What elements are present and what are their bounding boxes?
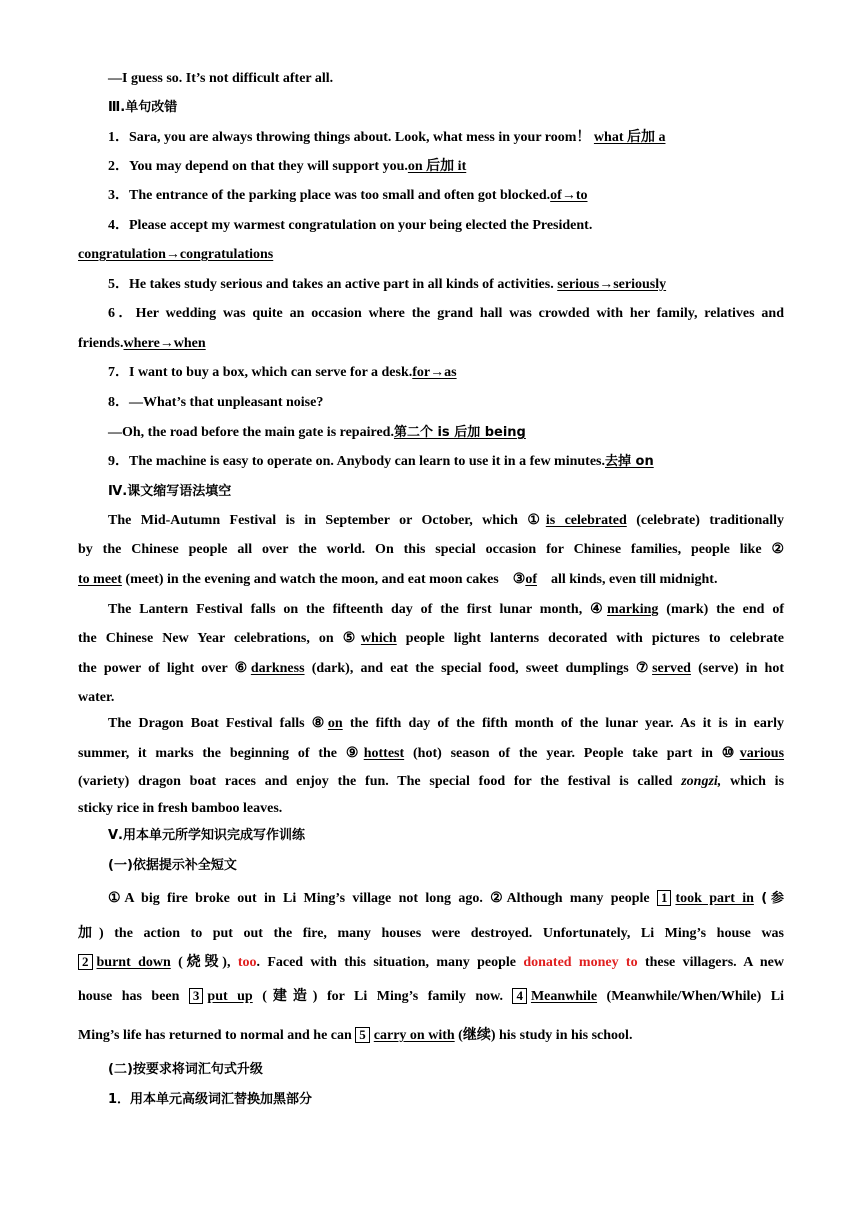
writing-line: 加) the action to put out the fire, many houses were destroyed. Unfortunately, Li Ming’s house was xyxy=(78,926,784,941)
subsection-heading-2: (二)按要求将词汇句式升级 xyxy=(108,1062,263,1077)
passage-line: summer, it marks the beginning of the ⑨hottest (hot) season of the year. People take part in ⑩various xyxy=(78,746,785,761)
correction-item-7: 7．I want to buy a box, which can serve for a desk.for→as xyxy=(108,365,457,380)
passage-line: the power of light over ⑥darkness (dark), and eat the special food, sweet dumplings ⑦served (serve) in hot xyxy=(78,661,784,676)
subsection-heading-1: (一)依据提示补全短文 xyxy=(108,858,237,873)
blank-answer: Meanwhile xyxy=(530,989,598,1004)
blank-number-box: 3 xyxy=(189,988,204,1004)
blank-number-box: 1 xyxy=(657,890,672,906)
blank-answer: is celebrated xyxy=(545,513,627,528)
passage-line: by the Chinese people all over the world. On this special occasion for Chinese families, people like ② xyxy=(78,542,784,557)
passage-line: sticky rice in fresh bamboo leaves. xyxy=(78,801,283,816)
passage-line: The Lantern Festival falls on the fifteenth day of the first lunar month, ④marking (mark) the end of xyxy=(108,602,785,617)
writing-line: house has been 3 put up (建造) for Li Ming’s family now. 4 Meanwhile (Meanwhile/When/While) Li xyxy=(78,988,785,1004)
answer: serious→seriously xyxy=(557,277,667,292)
correction-item-8-reply: —Oh, the road before the main gate is repaired.第二个 is 后加 being xyxy=(108,425,526,440)
passage-line: The Dragon Boat Festival falls ⑧on the fifth day of the fifth month of the lunar year. As it is in early xyxy=(108,716,784,731)
answer: of→to xyxy=(550,188,588,203)
answer: for→as xyxy=(412,365,457,380)
section-heading-5: Ⅴ.用本单元所学知识完成写作训练 xyxy=(108,828,305,843)
correction-item-5: 5．He takes study serious and takes an active part in all kinds of activities. serious→seriously xyxy=(108,277,667,292)
passage-line: water. xyxy=(78,690,115,705)
correction-item-9: 9．The machine is easy to operate on. Anybody can learn to use it in a few minutes.去掉 on xyxy=(108,454,654,469)
blank-answer: carry on with xyxy=(373,1028,455,1043)
correction-item-6: 6．Her wedding was quite an occasion where the grand hall was crowded with her family, relatives and xyxy=(108,306,784,321)
correction-item-4-answer: congratulation→congratulations xyxy=(78,247,274,262)
blank-answer: took part in xyxy=(675,891,754,906)
red-highlight: donated money to xyxy=(523,955,638,970)
answer: where→when xyxy=(123,336,206,351)
correction-item-1: 1．Sara, you are always throwing things about. Look, what mess in your room！ what 后加 a xyxy=(108,130,666,145)
blank-answer: which xyxy=(360,631,397,646)
blank-answer: darkness xyxy=(250,661,305,676)
correction-item-8: 8．—What’s that unpleasant noise? xyxy=(108,395,324,410)
blank-answer: to meet xyxy=(78,572,122,587)
answer: 第二个 is 后加 being xyxy=(393,425,526,440)
blank-answer: marking xyxy=(607,602,659,617)
writing-line: Ming’s life has returned to normal and he can 5 carry on with (继续) his study in his school. xyxy=(78,1027,633,1043)
dialogue-line: —I guess so. It’s not difficult after all. xyxy=(108,71,334,86)
correction-item-3: 3．The entrance of the parking place was too small and often got blocked.of→to xyxy=(108,188,588,203)
writing-line: ①A big fire broke out in Li Ming’s village not long ago. ②Although many people 1 took part in (参 xyxy=(108,890,785,906)
answer: 去掉 on xyxy=(605,454,654,469)
blank-answer: hottest xyxy=(363,746,405,761)
writing-line: 2 burnt down (烧毁), too. Faced with this situation, many people donated money to these villagers. A new xyxy=(78,954,784,972)
section-heading-4: Ⅳ.课文缩写语法填空 xyxy=(108,484,232,499)
passage-line: (variety) dragon boat races and enjoy the fun. The special food for the festival is called zongzi, which is xyxy=(78,774,785,789)
blank-answer: burnt down xyxy=(96,955,171,970)
task-instruction: 1．用本单元高级词汇替换加黑部分 xyxy=(108,1092,313,1107)
blank-answer: on xyxy=(327,716,343,731)
blank-answer: of xyxy=(525,572,537,587)
blank-number-box: 5 xyxy=(355,1027,370,1043)
section-heading-3: Ⅲ.单句改错 xyxy=(108,100,178,115)
blank-number-box: 4 xyxy=(512,988,527,1004)
correction-item-2: 2．You may depend on that they will support you.on 后加 it xyxy=(108,159,467,174)
red-highlight: too xyxy=(237,955,257,970)
blank-answer: put up xyxy=(207,989,253,1004)
passage-line: to meet (meet) in the evening and watch the moon, and eat moon cakes ③of all kinds, even till midnight. xyxy=(78,572,718,587)
blank-number-box: 2 xyxy=(78,954,93,970)
blank-answer: various xyxy=(739,746,785,761)
correction-item-6-cont: friends.where→when xyxy=(78,336,206,351)
blank-answer: served xyxy=(652,661,691,676)
answer: on 后加 it xyxy=(407,159,467,174)
answer: what 后加 a xyxy=(593,130,666,145)
passage-line: The Mid-Autumn Festival is in September or October, which ①is celebrated (celebrate) traditionally xyxy=(108,513,785,528)
passage-line: the Chinese New Year celebrations, on ⑤which people light lanterns decorated with pictures to celebrate xyxy=(78,631,784,646)
correction-item-4: 4．Please accept my warmest congratulation on your being elected the President. xyxy=(108,218,593,233)
